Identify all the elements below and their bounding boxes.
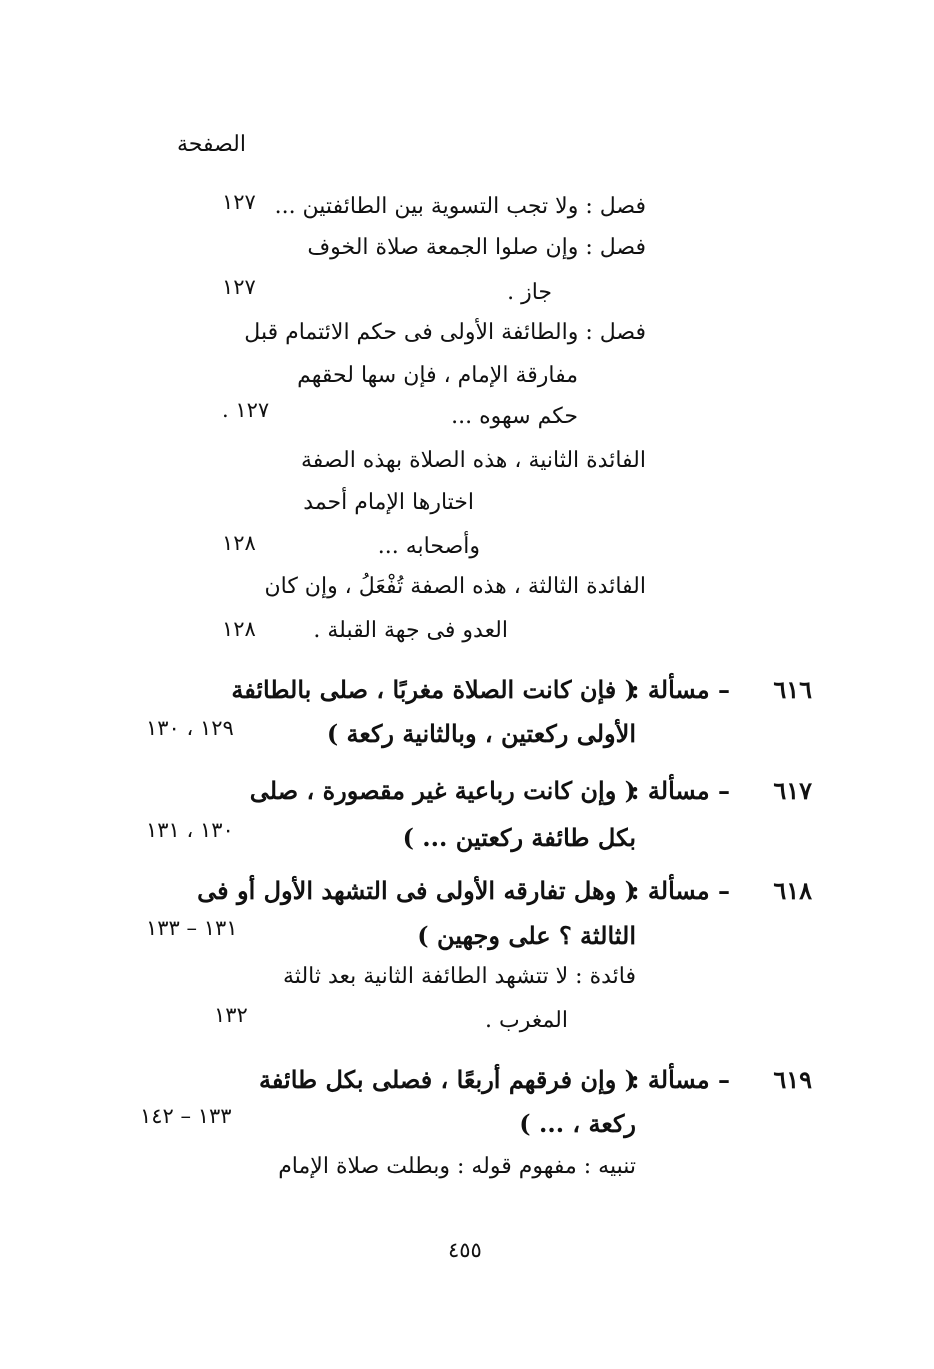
entry-text-line: اختارها الإمام أحمد — [303, 490, 474, 515]
entry-text-line: فصل : وإن صلوا الجمعة صلاة الخوف — [307, 235, 646, 260]
page-reference: ١٢٧ — [222, 275, 256, 299]
entry-text-line: ( وهل تفارقه الأولى فى التشهد الأول أو فى — [197, 876, 636, 905]
page-reference: ١٣٣ – ١٤٢ — [140, 1104, 232, 1128]
entry-text-line: ( وإن فرقهم أربعًا ، فصلى بكل طائفة — [259, 1065, 636, 1094]
masala-number: ٦١٧ — [773, 776, 812, 805]
entry-text-line: ( وإن كانت رباعية غير مقصورة ، صلى — [249, 776, 636, 805]
page-reference: ١٢٨ — [222, 617, 256, 641]
masala-number: ٦١٦ — [773, 675, 812, 704]
entry-text-line: مفارقة الإمام ، فإن سها لحقهم — [297, 363, 578, 388]
entry-text-line: فصل : والطائفة الأولى فى حكم الائتمام قبل — [244, 320, 646, 345]
page-reference: ١٣٠ ، ١٣١ — [146, 818, 234, 842]
entry-text-line: فصل : ولا تجب التسوية بين الطائفتين ... — [274, 194, 646, 219]
page-number: ٤٥٥ — [448, 1238, 482, 1262]
entry-text-line: وأصحابه ... — [377, 534, 480, 559]
entry-text-line: الفائدة الثالثة ، هذه الصفة تُفْعَلُ ، وإن كان — [264, 574, 646, 599]
page-reference: ١٢٧ — [222, 190, 256, 214]
entry-text-line: بكل طائفة ركعتين ... ) — [402, 823, 636, 852]
page-reference: ١٢٩ ، ١٣٠ — [146, 716, 234, 740]
masala-label: – مسألة : — [630, 1065, 730, 1094]
entry-text-line: الأولى ركعتين ، وبالثانية ركعة ) — [326, 719, 636, 748]
page-reference: ١٣٢ — [214, 1003, 248, 1027]
masala-label: – مسألة : — [630, 876, 730, 905]
entry-text-line: فائدة : لا تتشهد الطائفة الثانية بعد ثالثة — [283, 964, 636, 989]
entry-text-line: الثالثة ؟ على وجهين ) — [417, 921, 636, 950]
entry-text-line: تنبيه : مفهوم قوله : وبطلت صلاة الإمام — [278, 1154, 636, 1179]
page-reference: ١٢٨ — [222, 531, 256, 555]
entry-text-line: المغرب . — [485, 1008, 568, 1033]
masala-number: ٦١٩ — [773, 1065, 812, 1094]
entry-text-line: ( فإن كانت الصلاة مغربًا ، صلى بالطائفة — [231, 675, 636, 704]
entry-text-line: حكم سهوه ... — [451, 404, 578, 429]
page-column-header: الصفحة — [176, 132, 246, 157]
page-reference: ١٢٧ . — [222, 398, 270, 422]
entry-text-line: العدو فى جهة القبلة . — [313, 618, 508, 643]
page-reference: ١٣١ – ١٣٣ — [146, 916, 238, 940]
masala-label: – مسألة : — [630, 776, 730, 805]
masala-number: ٦١٨ — [773, 876, 812, 905]
entry-text-line: الفائدة الثانية ، هذه الصلاة بهذه الصفة — [301, 448, 646, 473]
masala-label: – مسألة : — [630, 675, 730, 704]
entry-text-line: جاز . — [507, 280, 552, 305]
entry-text-line: ركعة ، ... ) — [519, 1109, 636, 1138]
